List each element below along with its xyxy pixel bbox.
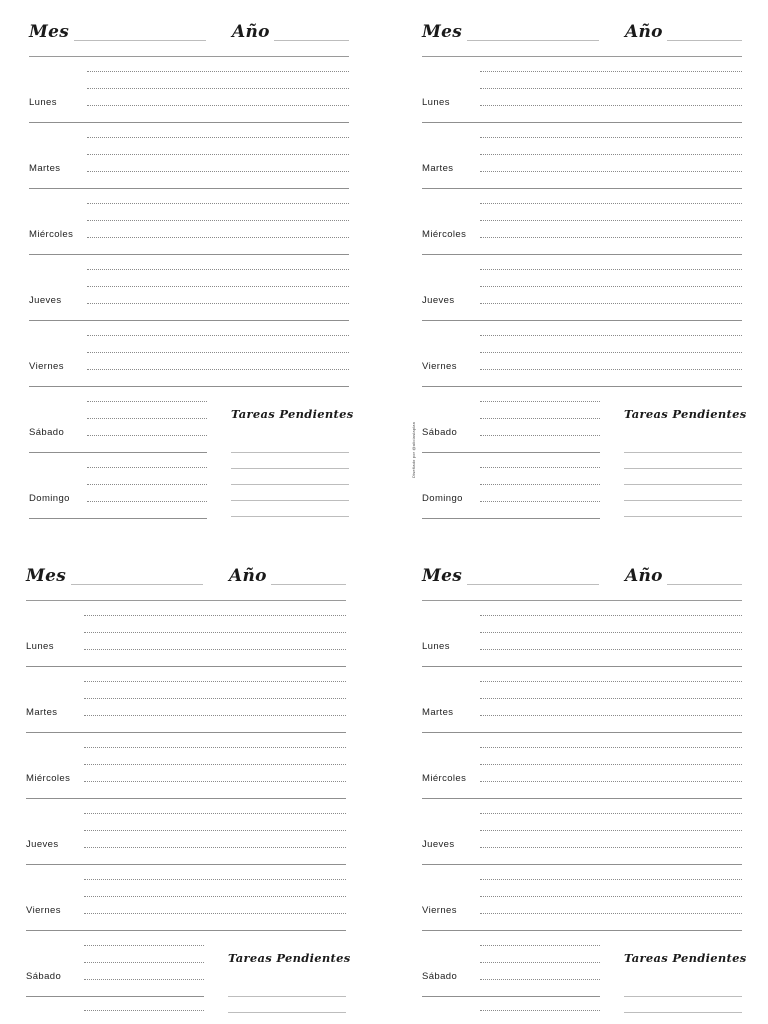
day-row-viernes	[422, 864, 742, 931]
write-line[interactable]	[84, 715, 346, 716]
task-line[interactable]	[231, 484, 349, 485]
mes-label: Mes	[422, 566, 463, 586]
write-line[interactable]	[84, 632, 346, 633]
write-line[interactable]	[480, 715, 742, 716]
write-line[interactable]	[480, 501, 600, 502]
day-label: Sábado	[26, 971, 62, 982]
planner-header	[29, 0, 349, 57]
tareas-title: Tareas Pendientes	[624, 951, 747, 965]
mes-fill-line[interactable]	[467, 40, 599, 41]
write-line[interactable]	[87, 220, 349, 221]
day-label: Martes	[422, 707, 454, 718]
anio-label: Año	[625, 566, 663, 586]
task-line[interactable]	[624, 484, 742, 485]
day-label: Viernes	[422, 905, 457, 916]
day-label: Jueves	[422, 839, 455, 850]
day-row-sabado	[422, 930, 600, 997]
anio-fill-line[interactable]	[667, 584, 742, 585]
write-line[interactable]	[84, 764, 346, 765]
day-row-miercoles	[422, 188, 742, 255]
write-line[interactable]	[480, 879, 742, 880]
write-line[interactable]	[480, 435, 600, 436]
write-line[interactable]	[87, 269, 349, 270]
write-line[interactable]	[84, 1010, 204, 1011]
mes-label: Mes	[29, 22, 70, 42]
day-label: Miércoles	[422, 773, 467, 784]
write-line[interactable]	[480, 781, 742, 782]
write-line[interactable]	[480, 71, 742, 72]
write-line[interactable]	[480, 269, 742, 270]
planner-header	[26, 544, 346, 601]
write-line[interactable]	[87, 286, 349, 287]
day-row-miercoles	[422, 732, 742, 799]
write-line[interactable]	[84, 813, 346, 814]
task-line[interactable]	[231, 468, 349, 469]
write-line[interactable]	[87, 418, 207, 419]
write-line[interactable]	[480, 764, 742, 765]
task-line[interactable]	[624, 468, 742, 469]
task-line[interactable]	[624, 516, 742, 517]
write-line[interactable]	[87, 303, 349, 304]
day-row-jueves	[422, 254, 742, 321]
mes-fill-line[interactable]	[467, 584, 599, 585]
task-line[interactable]	[231, 452, 349, 453]
day-label: Jueves	[29, 295, 62, 306]
day-label: Sábado	[422, 427, 458, 438]
write-line[interactable]	[84, 649, 346, 650]
day-row-sabado	[29, 386, 207, 453]
day-row-martes	[26, 666, 346, 733]
day-row-lunes	[422, 56, 742, 123]
anio-label: Año	[232, 22, 270, 42]
day-label: Lunes	[422, 641, 450, 652]
planner-header	[422, 0, 742, 57]
task-line[interactable]	[624, 996, 742, 997]
write-line[interactable]	[480, 813, 742, 814]
write-line[interactable]	[480, 847, 742, 848]
write-line[interactable]	[480, 237, 742, 238]
write-line[interactable]	[87, 401, 207, 402]
write-line[interactable]	[84, 747, 346, 748]
day-label: Lunes	[422, 97, 450, 108]
day-label: Jueves	[422, 295, 455, 306]
day-label: Sábado	[29, 427, 65, 438]
day-row-viernes	[422, 320, 742, 387]
write-line[interactable]	[84, 979, 204, 980]
planner-header	[422, 544, 742, 601]
write-line[interactable]	[87, 154, 349, 155]
day-label: Miércoles	[29, 229, 74, 240]
write-line[interactable]	[87, 484, 207, 485]
write-line[interactable]	[480, 632, 742, 633]
anio-fill-line[interactable]	[271, 584, 346, 585]
write-line[interactable]	[87, 71, 349, 72]
mes-label: Mes	[26, 566, 67, 586]
day-row-miercoles	[29, 188, 349, 255]
day-label: Domingo	[422, 493, 463, 504]
write-line[interactable]	[84, 945, 204, 946]
write-line[interactable]	[480, 830, 742, 831]
write-line[interactable]	[480, 649, 742, 650]
designer-credit: Diseñado por @aliciaslaplan	[411, 421, 416, 478]
day-row-domingo	[422, 452, 600, 519]
write-line[interactable]	[480, 203, 742, 204]
task-line[interactable]	[624, 500, 742, 501]
anio-fill-line[interactable]	[274, 40, 349, 41]
write-line[interactable]	[480, 418, 600, 419]
write-line[interactable]	[84, 698, 346, 699]
day-row-miercoles	[26, 732, 346, 799]
write-line[interactable]	[87, 171, 349, 172]
write-line[interactable]	[84, 962, 204, 963]
task-line[interactable]	[624, 1012, 742, 1013]
write-line[interactable]	[87, 352, 349, 353]
mes-fill-line[interactable]	[74, 40, 206, 41]
task-line[interactable]	[624, 452, 742, 453]
write-line[interactable]	[480, 681, 742, 682]
day-row-lunes	[29, 56, 349, 123]
write-line[interactable]	[87, 335, 349, 336]
task-line[interactable]	[228, 996, 346, 997]
write-line[interactable]	[480, 1010, 600, 1011]
write-line[interactable]	[87, 237, 349, 238]
day-label: Miércoles	[422, 229, 467, 240]
mes-label: Mes	[422, 22, 463, 42]
day-label: Sábado	[422, 971, 458, 982]
write-line[interactable]	[480, 220, 742, 221]
day-row-martes	[29, 122, 349, 189]
write-line[interactable]	[480, 913, 742, 914]
write-line[interactable]	[87, 88, 349, 89]
day-label: Domingo	[29, 493, 70, 504]
write-line[interactable]	[480, 105, 742, 106]
day-row-lunes	[26, 600, 346, 667]
write-line[interactable]	[84, 781, 346, 782]
write-line[interactable]	[480, 369, 742, 370]
day-label: Viernes	[26, 905, 61, 916]
write-line[interactable]	[480, 401, 600, 402]
write-line[interactable]	[87, 501, 207, 502]
day-row-martes	[422, 122, 742, 189]
write-line[interactable]	[84, 830, 346, 831]
write-line[interactable]	[480, 945, 600, 946]
write-line[interactable]	[480, 335, 742, 336]
write-line[interactable]	[480, 747, 742, 748]
day-row-sabado	[26, 930, 204, 997]
write-line[interactable]	[480, 303, 742, 304]
write-line[interactable]	[480, 171, 742, 172]
write-line[interactable]	[480, 88, 742, 89]
day-row-sabado	[422, 386, 600, 453]
write-line[interactable]	[480, 137, 742, 138]
write-line[interactable]	[480, 352, 742, 353]
task-line[interactable]	[228, 1012, 346, 1013]
day-label: Lunes	[29, 97, 57, 108]
write-line[interactable]	[480, 484, 600, 485]
day-label: Jueves	[26, 839, 59, 850]
day-row-jueves	[422, 798, 742, 865]
write-line[interactable]	[480, 154, 742, 155]
write-line[interactable]	[480, 286, 742, 287]
write-line[interactable]	[87, 203, 349, 204]
anio-fill-line[interactable]	[667, 40, 742, 41]
tareas-title: Tareas Pendientes	[228, 951, 351, 965]
anio-label: Año	[625, 22, 663, 42]
day-row-viernes	[26, 864, 346, 931]
write-line[interactable]	[84, 913, 346, 914]
write-line[interactable]	[480, 896, 742, 897]
day-label: Lunes	[26, 641, 54, 652]
day-row-viernes	[29, 320, 349, 387]
mes-fill-line[interactable]	[71, 584, 203, 585]
write-line[interactable]	[480, 615, 742, 616]
write-line[interactable]	[84, 847, 346, 848]
day-label: Viernes	[422, 361, 457, 372]
write-line[interactable]	[87, 435, 207, 436]
anio-label: Año	[229, 566, 267, 586]
day-label: Martes	[29, 163, 61, 174]
day-label: Viernes	[29, 361, 64, 372]
day-row-martes	[422, 666, 742, 733]
tareas-title: Tareas Pendientes	[231, 407, 354, 421]
day-row-jueves	[26, 798, 346, 865]
day-label: Martes	[26, 707, 58, 718]
task-line[interactable]	[231, 500, 349, 501]
write-line[interactable]	[480, 979, 600, 980]
write-line[interactable]	[87, 467, 207, 468]
tareas-title: Tareas Pendientes	[624, 407, 747, 421]
write-line[interactable]	[84, 879, 346, 880]
write-line[interactable]	[480, 467, 600, 468]
write-line[interactable]	[480, 698, 742, 699]
day-label: Miércoles	[26, 773, 71, 784]
write-line[interactable]	[87, 137, 349, 138]
write-line[interactable]	[480, 962, 600, 963]
day-label: Martes	[422, 163, 454, 174]
day-row-jueves	[29, 254, 349, 321]
write-line[interactable]	[84, 615, 346, 616]
write-line[interactable]	[84, 896, 346, 897]
task-line[interactable]	[231, 516, 349, 517]
day-row-domingo	[29, 452, 207, 519]
write-line[interactable]	[84, 681, 346, 682]
day-row-lunes	[422, 600, 742, 667]
write-line[interactable]	[87, 105, 349, 106]
write-line[interactable]	[87, 369, 349, 370]
